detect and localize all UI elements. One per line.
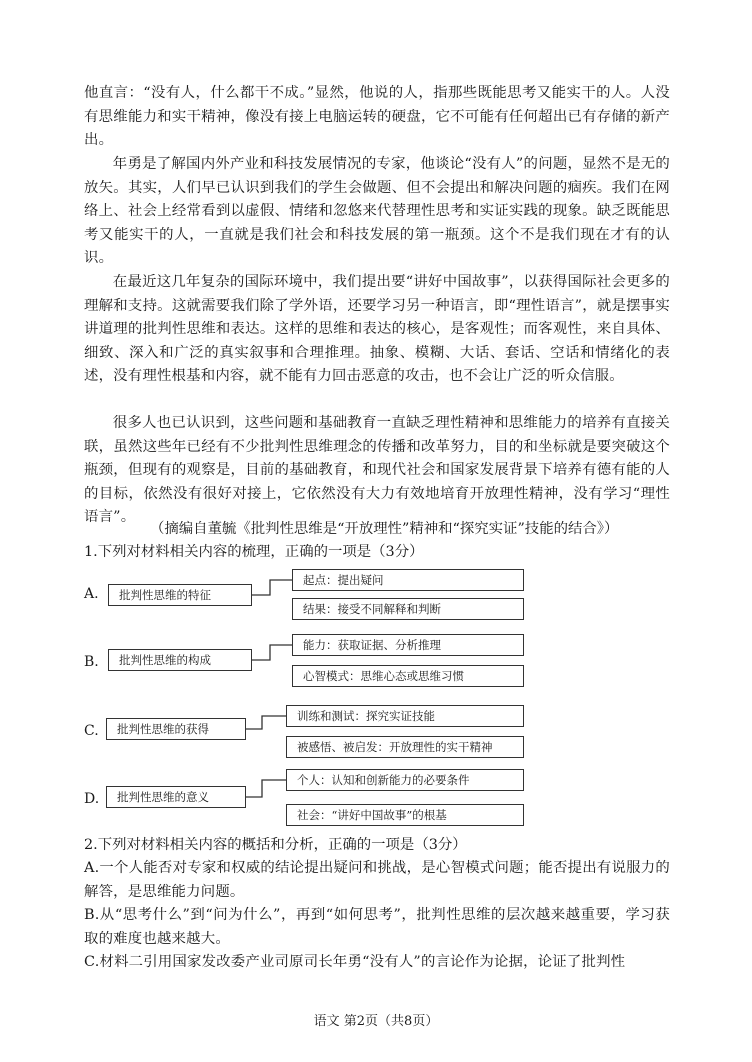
option-a-letter: A. [84,586,99,602]
paragraph-1: 他直言：“没有人，什么都干不成。”显然，他说的人，指那些既能思考又能实干的人。人没有思维能力和实干精神，像没有接上电脑运转的硬盘，它不可能有任何超出已有存储的新产出。 [84,85,670,149]
option-a-main-box: 批判性思维的特征 [108,584,252,606]
option-c-letter: C. [84,723,99,739]
option-c-main-box: 批判性思维的获得 [106,718,246,740]
question-2-option-a: A.一个人能否对专家和权威的结论提出疑问和挑战，是心智模式问题；能否提出有说服力的解答，是思维能力问题。 [84,860,670,900]
option-b-main-box: 批判性思维的构成 [108,649,252,671]
option-b-branch-2: 心智模式：思维心态或思维习惯 [292,665,524,687]
option-b-letter: B. [84,654,99,670]
connector-c [246,716,286,729]
option-c-branch-1: 训练和测试：探究实证技能 [286,705,524,727]
option-c-branch-2: 被感悟、被启发：开放理性的实干精神 [286,736,524,758]
connector-b [252,645,292,660]
connector-a [252,580,292,595]
question-2-option-c: C.材料二引用国家发改委产业司原司长年勇“没有人”的言论作为论据，论证了批判性 [84,954,626,970]
paragraph-4: 很多人也已认识到，这些问题和基础教育一直缺乏理性精神和思维能力的培养有直接关联，虽然这些年已经有不少批判性思维理念的传播和改革努力，目的和坐标就是要突破这个瓶颈，但现有的观察是，目前的基础教育，和现代社会和国家发展背景下培养有德有能的人的目标，依然没有很好对接上，它依然没有大力有效地培育开放理性精神，没有学习“理性语言”。 [84,415,670,526]
option-b-branch-1: 能力：获取证据、分析推理 [292,634,524,656]
question-2-stem: 2.下列对材料相关内容的概括和分析，正确的一项是（3分） [84,837,467,853]
option-a-branch-1: 起点：提出疑问 [292,569,524,591]
paragraph-3: 在最近这几年复杂的国际环境中，我们提出要“讲好中国故事”，以获得国际社会更多的理解和支持。这就需要我们除了学外语，还要学习另一种语言，即“理性语言”，就是摆事实讲道理的批判性思维和表达。这样的思维和表达的核心，是客观性；而客观性，来自具体、细致、深入和广泛的真实叙事和合理推理。抽象、模糊、大话、套话、空话和情绪化的表述，没有理性根基和内容，就不能有力回击恶意的攻击，也不会让广泛的听众信服。 [84,274,670,385]
connector-d [246,780,286,797]
paragraph-2: 年勇是了解国内外产业和科技发展情况的专家，他谈论“没有人”的问题，显然不是无的放矢。其实，人们早已认识到我们的学生会做题、但不会提出和解决问题的痼疾。我们在网络上、社会上经常看到以虚假、情绪和忽悠来代替理性思考和实证实践的现象。缺乏既能思考又能实干的人，一直就是我们社会和科技发展的第一瓶颈。这个不是我们现在才有的认识。 [84,156,670,267]
option-d-main-box: 批判性思维的意义 [106,786,246,808]
question-1-stem: 1.下列对材料相关内容的梳理，正确的一项是（3分） [84,544,424,560]
option-d-branch-2: 社会：“讲好中国故事”的根基 [286,804,524,826]
option-d-letter: D. [84,791,100,807]
source-citation: （摘编自董毓《批判性思维是“开放理性”精神和“探究实证”技能的结合》） [150,521,619,537]
page-footer: 语文 第2页（共8页） [313,1014,439,1029]
option-a-branch-2: 结果：接受不同解释和判断 [292,598,524,620]
question-2-option-b: B.从“思考什么”到“问为什么”，再到“如何思考”，批判性思维的层次越来越重要，学习获取的难度也越来越大。 [84,907,670,947]
option-d-branch-1: 个人：认知和创新能力的必要条件 [286,769,524,791]
